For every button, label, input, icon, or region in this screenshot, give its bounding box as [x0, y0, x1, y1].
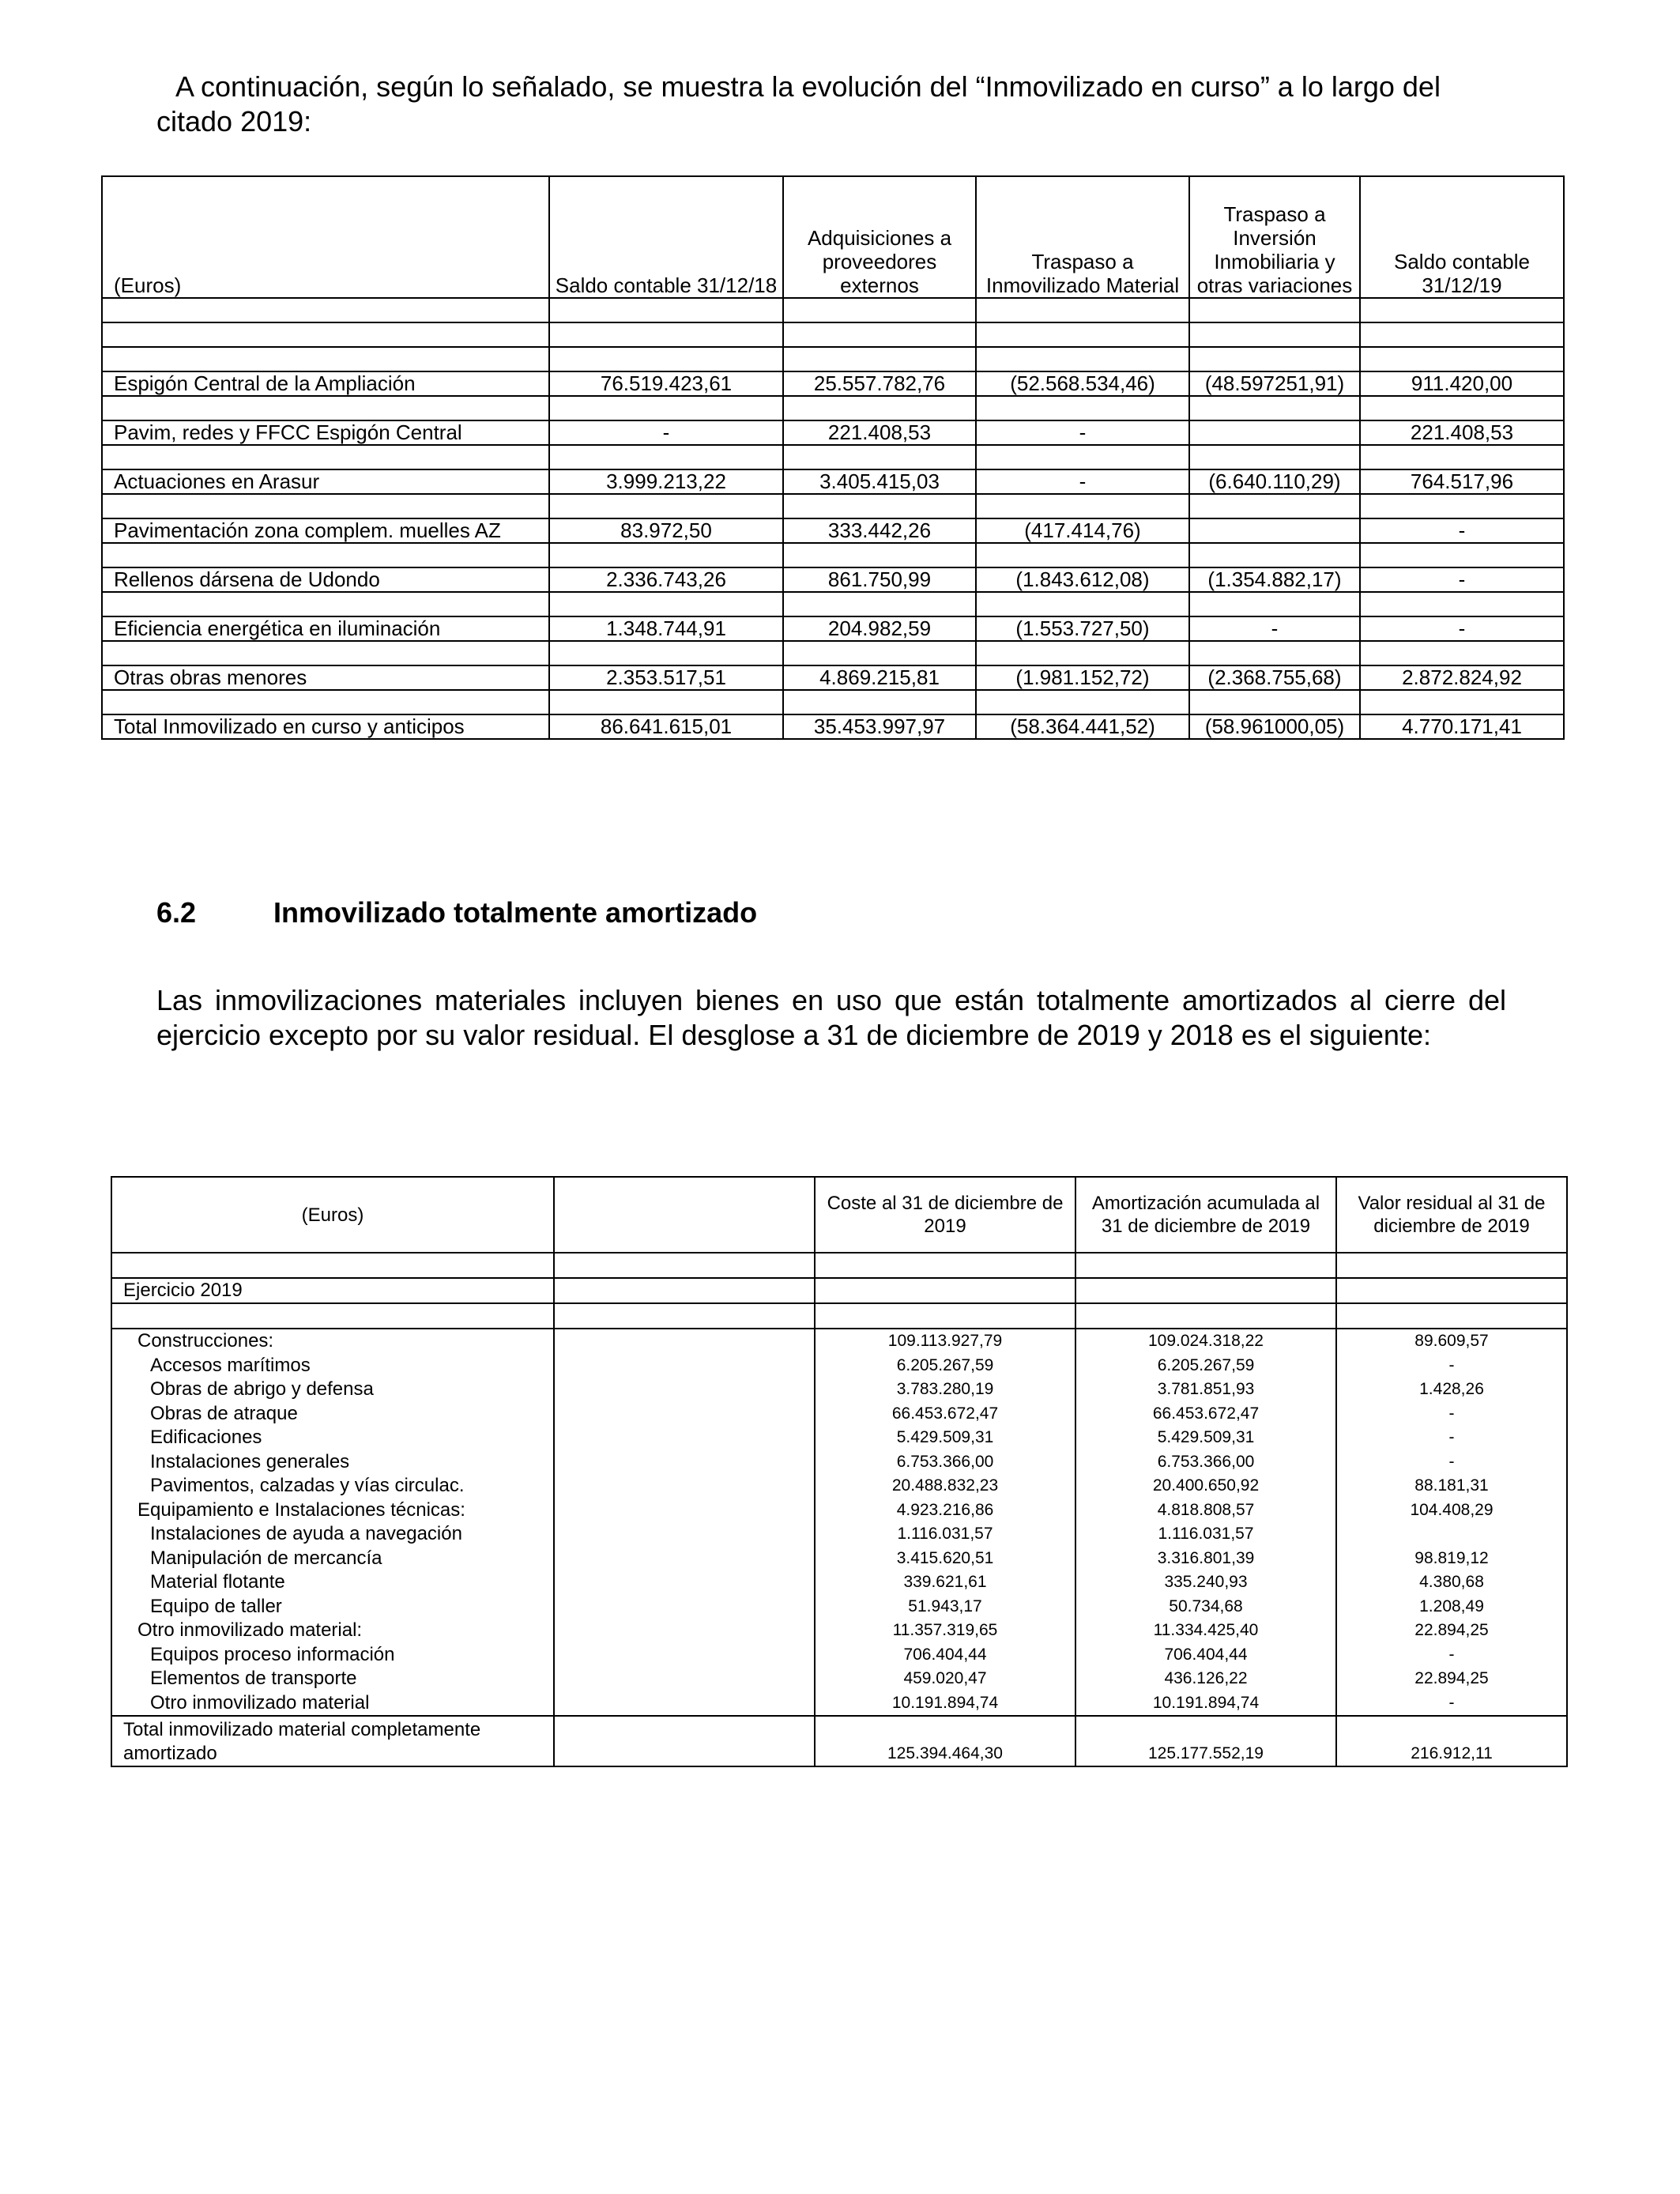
empty-cell	[102, 641, 549, 665]
empty-cell	[554, 1402, 815, 1427]
value-cell: 4.818.808,57	[1075, 1498, 1336, 1523]
year-row	[111, 1278, 1567, 1303]
empty-cell	[102, 322, 549, 347]
total-value: 35.453.997,97	[783, 714, 976, 739]
row-label: Obras de atraque	[111, 1402, 554, 1427]
column-header: Adquisiciones a proveedores externos	[783, 176, 976, 298]
value-cell: (1.553.727,50)	[976, 616, 1189, 641]
empty-cell	[102, 396, 549, 420]
value-cell: 436.126,22	[1075, 1667, 1336, 1691]
empty-cell	[783, 543, 976, 567]
table-row	[102, 518, 1564, 543]
column-header: Traspaso a Inversión Inmobiliaria y otras variaciones	[1189, 176, 1360, 298]
empty-cell	[783, 690, 976, 714]
table-row	[111, 1450, 1567, 1475]
table-row	[111, 1691, 1567, 1717]
value-cell: 764.517,96	[1360, 469, 1564, 494]
spacer-row	[102, 298, 1564, 322]
empty-cell	[1360, 298, 1564, 322]
empty-cell	[783, 641, 976, 665]
value-cell: 3.316.801,39	[1075, 1547, 1336, 1571]
empty-cell	[549, 322, 783, 347]
empty-cell	[554, 1450, 815, 1475]
value-cell: 66.453.672,47	[1075, 1402, 1336, 1427]
total-label: Total inmovilizado material completamente amortizado	[111, 1716, 554, 1766]
empty-cell	[102, 298, 549, 322]
empty-cell	[783, 347, 976, 371]
row-label: Elementos de transporte	[111, 1667, 554, 1691]
empty-cell	[976, 322, 1189, 347]
empty-cell	[549, 494, 783, 518]
value-cell: (2.368.755,68)	[1189, 665, 1360, 690]
value-cell: 221.408,53	[783, 420, 976, 445]
empty-cell	[554, 1643, 815, 1668]
empty-cell	[549, 543, 783, 567]
value-cell: 4.380,68	[1336, 1570, 1567, 1595]
table-row	[102, 567, 1564, 592]
empty-cell	[1360, 690, 1564, 714]
spacer-row	[102, 592, 1564, 616]
table-row	[111, 1595, 1567, 1619]
empty-cell	[554, 1716, 815, 1766]
empty-cell	[1189, 543, 1360, 567]
row-label: Obras de abrigo y defensa	[111, 1378, 554, 1402]
value-cell: 104.408,29	[1336, 1498, 1567, 1523]
value-cell: -	[1360, 518, 1564, 543]
value-cell: 4.869.215,81	[783, 665, 976, 690]
row-label: Construcciones:	[111, 1329, 554, 1354]
table-row	[111, 1402, 1567, 1427]
empty-cell	[554, 1691, 815, 1717]
value-cell: 66.453.672,47	[815, 1402, 1075, 1427]
empty-cell	[554, 1474, 815, 1498]
empty-cell	[783, 445, 976, 469]
empty-cell	[976, 641, 1189, 665]
table-row	[102, 665, 1564, 690]
empty-cell	[783, 322, 976, 347]
spacer-row	[102, 690, 1564, 714]
empty-cell	[1075, 1253, 1336, 1278]
row-label: Otras obras menores	[102, 665, 549, 690]
value-cell: (1.354.882,17)	[1189, 567, 1360, 592]
value-cell: 339.621,61	[815, 1570, 1075, 1595]
empty-cell	[1189, 494, 1360, 518]
value-cell: -	[1336, 1426, 1567, 1450]
value-cell	[1336, 1522, 1567, 1547]
total-row	[111, 1716, 1567, 1766]
row-label: Instalaciones generales	[111, 1450, 554, 1475]
value-cell: -	[1336, 1691, 1567, 1717]
value-cell: 3.781.851,93	[1075, 1378, 1336, 1402]
table-row	[102, 469, 1564, 494]
empty-cell	[1360, 543, 1564, 567]
column-header: (Euros)	[111, 1177, 554, 1253]
value-cell: -	[1336, 1354, 1567, 1378]
value-cell: (1.981.152,72)	[976, 665, 1189, 690]
total-value: 86.641.615,01	[549, 714, 783, 739]
empty-cell	[1075, 1303, 1336, 1329]
value-cell: 22.894,25	[1336, 1667, 1567, 1691]
value-cell: 1.208,49	[1336, 1595, 1567, 1619]
table-header-row	[111, 1177, 1567, 1253]
column-header: Coste al 31 de diciembre de 2019	[815, 1177, 1075, 1253]
value-cell: 221.408,53	[1360, 420, 1564, 445]
empty-cell	[1189, 641, 1360, 665]
empty-cell	[549, 347, 783, 371]
row-label: Equipo de taller	[111, 1595, 554, 1619]
empty-cell	[1189, 445, 1360, 469]
row-label: Eficiencia energética en iluminación	[102, 616, 549, 641]
empty-cell	[549, 298, 783, 322]
column-header	[554, 1177, 815, 1253]
empty-cell	[976, 690, 1189, 714]
value-cell: 6.205.267,59	[815, 1354, 1075, 1378]
empty-cell	[815, 1303, 1075, 1329]
empty-cell	[976, 347, 1189, 371]
spacer-row	[102, 641, 1564, 665]
value-cell: 3.999.213,22	[549, 469, 783, 494]
value-cell: 2.353.517,51	[549, 665, 783, 690]
empty-cell	[976, 592, 1189, 616]
total-value: 4.770.171,41	[1360, 714, 1564, 739]
empty-cell	[549, 445, 783, 469]
table-row	[111, 1329, 1567, 1354]
total-value: (58.961000,05)	[1189, 714, 1360, 739]
table-row	[111, 1378, 1567, 1402]
value-cell: 911.420,00	[1360, 371, 1564, 396]
value-cell: 11.357.319,65	[815, 1619, 1075, 1643]
empty-cell	[554, 1278, 815, 1303]
intro-paragraph: A continuación, según lo señalado, se muestra la evolución del “Inmovilizado en curso” a lo largo del citado 2019:	[156, 70, 1441, 138]
empty-cell	[102, 445, 549, 469]
value-cell: 706.404,44	[815, 1643, 1075, 1668]
value-cell: 51.943,17	[815, 1595, 1075, 1619]
value-cell: -	[1189, 616, 1360, 641]
row-label: Accesos marítimos	[111, 1354, 554, 1378]
table-row	[102, 420, 1564, 445]
value-cell: 5.429.509,31	[1075, 1426, 1336, 1450]
empty-cell	[1360, 494, 1564, 518]
empty-cell	[554, 1378, 815, 1402]
value-cell: 50.734,68	[1075, 1595, 1336, 1619]
row-label: Manipulación de mercancía	[111, 1547, 554, 1571]
empty-cell	[549, 690, 783, 714]
value-cell: 109.024.318,22	[1075, 1329, 1336, 1354]
spacer-row	[102, 445, 1564, 469]
empty-cell	[1336, 1303, 1567, 1329]
total-value: 125.394.464,30	[815, 1716, 1075, 1766]
section-number: 6.2	[156, 896, 197, 929]
value-cell: 5.429.509,31	[815, 1426, 1075, 1450]
empty-cell	[554, 1303, 815, 1329]
value-cell: 4.923.216,86	[815, 1498, 1075, 1523]
value-cell: 83.972,50	[549, 518, 783, 543]
value-cell: 6.205.267,59	[1075, 1354, 1336, 1378]
empty-cell	[549, 396, 783, 420]
empty-cell	[554, 1595, 815, 1619]
total-value: 125.177.552,19	[1075, 1716, 1336, 1766]
value-cell: 88.181,31	[1336, 1474, 1567, 1498]
value-cell	[1189, 518, 1360, 543]
spacer-row	[102, 543, 1564, 567]
value-cell: 1.116.031,57	[815, 1522, 1075, 1547]
value-cell: 3.405.415,03	[783, 469, 976, 494]
value-cell: 706.404,44	[1075, 1643, 1336, 1668]
empty-cell	[554, 1426, 815, 1450]
value-cell: 204.982,59	[783, 616, 976, 641]
row-label: Pavimentación zona complem. muelles AZ	[102, 518, 549, 543]
value-cell: -	[1336, 1643, 1567, 1668]
empty-cell	[1189, 322, 1360, 347]
empty-cell	[976, 298, 1189, 322]
body-paragraph: Las inmovilizaciones materiales incluyen bienes en uso que están totalmente amortizados al cierre del ejercicio excepto por su valor residual. El desglose a 31 de diciembre de 2019 y 2018 es el siguiente:	[156, 984, 1506, 1051]
column-header: Valor residual al 31 de diciembre de 2019	[1336, 1177, 1567, 1253]
table-row	[111, 1619, 1567, 1643]
empty-cell	[976, 543, 1189, 567]
empty-cell	[1336, 1253, 1567, 1278]
empty-cell	[111, 1253, 554, 1278]
table-row	[111, 1667, 1567, 1691]
value-cell: 333.442,26	[783, 518, 976, 543]
empty-cell	[554, 1547, 815, 1571]
empty-cell	[976, 396, 1189, 420]
value-cell: 1.116.031,57	[1075, 1522, 1336, 1547]
empty-cell	[1360, 445, 1564, 469]
value-cell: 2.336.743,26	[549, 567, 783, 592]
empty-cell	[111, 1303, 554, 1329]
row-label: Equipamiento e Instalaciones técnicas:	[111, 1498, 554, 1523]
empty-cell	[1189, 690, 1360, 714]
value-cell: 3.783.280,19	[815, 1378, 1075, 1402]
column-header: Amortización acumulada al 31 de diciembre de 2019	[1075, 1177, 1336, 1253]
row-label: Material flotante	[111, 1570, 554, 1595]
empty-cell	[102, 494, 549, 518]
empty-cell	[549, 592, 783, 616]
empty-cell	[554, 1667, 815, 1691]
section-title: Inmovilizado totalmente amortizado	[273, 896, 758, 929]
empty-cell	[1360, 322, 1564, 347]
empty-cell	[976, 494, 1189, 518]
value-cell: (6.640.110,29)	[1189, 469, 1360, 494]
table-row	[102, 371, 1564, 396]
empty-cell	[815, 1253, 1075, 1278]
empty-cell	[1360, 592, 1564, 616]
section-heading	[156, 896, 757, 929]
value-cell: 6.753.366,00	[1075, 1450, 1336, 1475]
value-cell: 1.428,26	[1336, 1378, 1567, 1402]
total-value: 216.912,11	[1336, 1716, 1567, 1766]
empty-cell	[554, 1329, 815, 1354]
empty-cell	[102, 347, 549, 371]
value-cell: 20.400.650,92	[1075, 1474, 1336, 1498]
value-cell: 109.113.927,79	[815, 1329, 1075, 1354]
table-row	[111, 1426, 1567, 1450]
value-cell: 10.191.894,74	[1075, 1691, 1336, 1717]
empty-cell	[554, 1570, 815, 1595]
empty-cell	[102, 543, 549, 567]
empty-cell	[783, 592, 976, 616]
empty-cell	[1189, 298, 1360, 322]
table-row	[111, 1643, 1567, 1668]
spacer-row	[102, 494, 1564, 518]
total-value: (58.364.441,52)	[976, 714, 1189, 739]
row-label: Rellenos dársena de Udondo	[102, 567, 549, 592]
empty-cell	[1360, 641, 1564, 665]
value-cell: 1.348.744,91	[549, 616, 783, 641]
table-row	[111, 1570, 1567, 1595]
empty-cell	[1189, 396, 1360, 420]
empty-cell	[783, 494, 976, 518]
empty-cell	[102, 592, 549, 616]
total-row	[102, 714, 1564, 739]
empty-cell	[815, 1278, 1075, 1303]
spacer-row	[102, 322, 1564, 347]
empty-cell	[1360, 347, 1564, 371]
value-cell: -	[976, 469, 1189, 494]
column-header: Traspaso a Inmovilizado Material	[976, 176, 1189, 298]
value-cell: -	[1360, 616, 1564, 641]
value-cell: -	[976, 420, 1189, 445]
value-cell: 861.750,99	[783, 567, 976, 592]
row-label: Otro inmovilizado material:	[111, 1619, 554, 1643]
spacer-row	[102, 396, 1564, 420]
empty-cell	[554, 1498, 815, 1523]
empty-cell	[1189, 592, 1360, 616]
empty-cell	[554, 1354, 815, 1378]
column-header: (Euros)	[102, 176, 549, 298]
row-label: Actuaciones en Arasur	[102, 469, 549, 494]
total-label: Total Inmovilizado en curso y anticipos	[102, 714, 549, 739]
value-cell: (48.597251,91)	[1189, 371, 1360, 396]
empty-cell	[1189, 347, 1360, 371]
table-row	[111, 1547, 1567, 1571]
row-label: Pavimentos, calzadas y vías circulac.	[111, 1474, 554, 1498]
empty-cell	[1360, 396, 1564, 420]
table-row	[111, 1354, 1567, 1378]
empty-cell	[554, 1522, 815, 1547]
value-cell: 20.488.832,23	[815, 1474, 1075, 1498]
value-cell: 459.020,47	[815, 1667, 1075, 1691]
value-cell: 22.894,25	[1336, 1619, 1567, 1643]
value-cell: 25.557.782,76	[783, 371, 976, 396]
value-cell	[1189, 420, 1360, 445]
spacer-row	[111, 1253, 1567, 1278]
empty-cell	[554, 1253, 815, 1278]
spacer-row	[111, 1303, 1567, 1329]
value-cell: 11.334.425,40	[1075, 1619, 1336, 1643]
table-row	[102, 616, 1564, 641]
value-cell: -	[1360, 567, 1564, 592]
value-cell: 98.819,12	[1336, 1547, 1567, 1571]
row-label: Espigón Central de la Ampliación	[102, 371, 549, 396]
value-cell: -	[1336, 1402, 1567, 1427]
value-cell: 6.753.366,00	[815, 1450, 1075, 1475]
value-cell: 76.519.423,61	[549, 371, 783, 396]
value-cell: 2.872.824,92	[1360, 665, 1564, 690]
value-cell: (1.843.612,08)	[976, 567, 1189, 592]
table-row	[111, 1474, 1567, 1498]
empty-cell	[549, 641, 783, 665]
table-row	[111, 1498, 1567, 1523]
empty-cell	[102, 690, 549, 714]
row-label: Instalaciones de ayuda a navegación	[111, 1522, 554, 1547]
inmovilizado-amortizado-table	[111, 1176, 1568, 1767]
spacer-row	[102, 347, 1564, 371]
empty-cell	[976, 445, 1189, 469]
value-cell: (417.414,76)	[976, 518, 1189, 543]
row-label: Otro inmovilizado material	[111, 1691, 554, 1717]
value-cell: -	[1336, 1450, 1567, 1475]
value-cell: 3.415.620,51	[815, 1547, 1075, 1571]
table-header-row	[102, 176, 1564, 298]
year-label: Ejercicio 2019	[111, 1278, 554, 1303]
value-cell: 89.609,57	[1336, 1329, 1567, 1354]
value-cell: 335.240,93	[1075, 1570, 1336, 1595]
row-label: Equipos proceso información	[111, 1643, 554, 1668]
row-label: Edificaciones	[111, 1426, 554, 1450]
empty-cell	[1075, 1278, 1336, 1303]
value-cell: (52.568.534,46)	[976, 371, 1189, 396]
empty-cell	[783, 298, 976, 322]
column-header: Saldo contable 31/12/18	[549, 176, 783, 298]
empty-cell	[783, 396, 976, 420]
value-cell: -	[549, 420, 783, 445]
inmovilizado-en-curso-table	[101, 175, 1565, 740]
empty-cell	[554, 1619, 815, 1643]
value-cell: 10.191.894,74	[815, 1691, 1075, 1717]
table-row	[111, 1522, 1567, 1547]
column-header: Saldo contable 31/12/19	[1360, 176, 1564, 298]
empty-cell	[1336, 1278, 1567, 1303]
row-label: Pavim, redes y FFCC Espigón Central	[102, 420, 549, 445]
